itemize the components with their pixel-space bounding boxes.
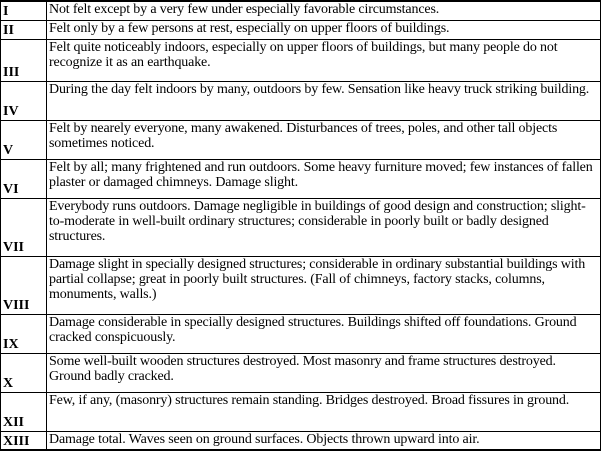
intensity-description: Felt only by a few persons at rest, especially on upper floors of buildings. (47, 20, 601, 39)
table-row (1, 159, 601, 198)
table-row (1, 198, 601, 256)
intensity-level: VI (1, 159, 47, 198)
intensity-level: IV (1, 81, 47, 120)
intensity-level: III (1, 39, 47, 81)
intensity-description: Damage considerable in specially designed structures. Buildings shifted off foundations. Ground cracked conspicuously. (47, 314, 601, 353)
intensity-level: VII (1, 198, 47, 256)
intensity-description: Felt by nearely everyone, many awakened. Disturbances of trees, poles, and other tall objects sometimes noticed. (47, 120, 601, 159)
table-row (1, 392, 601, 431)
intensity-level: II (1, 20, 47, 39)
table-row (1, 81, 601, 120)
table-row (1, 353, 601, 392)
intensity-description: Not felt except by a very few under especially favorable circumstances. (47, 1, 601, 20)
table-row (1, 20, 601, 39)
table-row (1, 256, 601, 314)
intensity-description: Everybody runs outdoors. Damage negligible in buildings of good design and construction; slight-to-moderate in well-built ordinary structures; considerable in poorly built or badly designed structures. (47, 198, 601, 256)
table-row (1, 39, 601, 81)
table-row (1, 314, 601, 353)
intensity-level: IX (1, 314, 47, 353)
intensity-level: XII (1, 392, 47, 431)
intensity-description: Damage total. Waves seen on ground surfaces. Objects thrown upward into air. (47, 431, 601, 450)
intensity-description: Some well-built wooden structures destroyed. Most masonry and frame structures destroyed. Ground badly cracked. (47, 353, 601, 392)
intensity-description: Damage slight in specially designed structures; considerable in ordinary substantial buildings with partial collapse; great in poorly built structures. (Fall of chimneys, factory stacks, columns, monuments, walls.) (47, 256, 601, 314)
intensity-level: XIII (1, 431, 47, 450)
table-row (1, 431, 601, 450)
intensity-level: I (1, 1, 47, 20)
table-row (1, 1, 601, 20)
intensity-level: X (1, 353, 47, 392)
table-row (1, 120, 601, 159)
intensity-level: VIII (1, 256, 47, 314)
intensity-description: During the day felt indoors by many, outdoors by few. Sensation like heavy truck striking building. (47, 81, 601, 120)
intensity-description: Felt by all; many frightened and run outdoors. Some heavy furniture moved; few instances of fallen plaster or damaged chimneys. Damage slight. (47, 159, 601, 198)
intensity-level: V (1, 120, 47, 159)
intensity-description: Few, if any, (masonry) structures remain standing. Bridges destroyed. Broad fissures in ground. (47, 392, 601, 431)
intensity-description: Felt quite noticeably indoors, especially on upper floors of buildings, but many people do not recognize it as an earthquake. (47, 39, 601, 81)
